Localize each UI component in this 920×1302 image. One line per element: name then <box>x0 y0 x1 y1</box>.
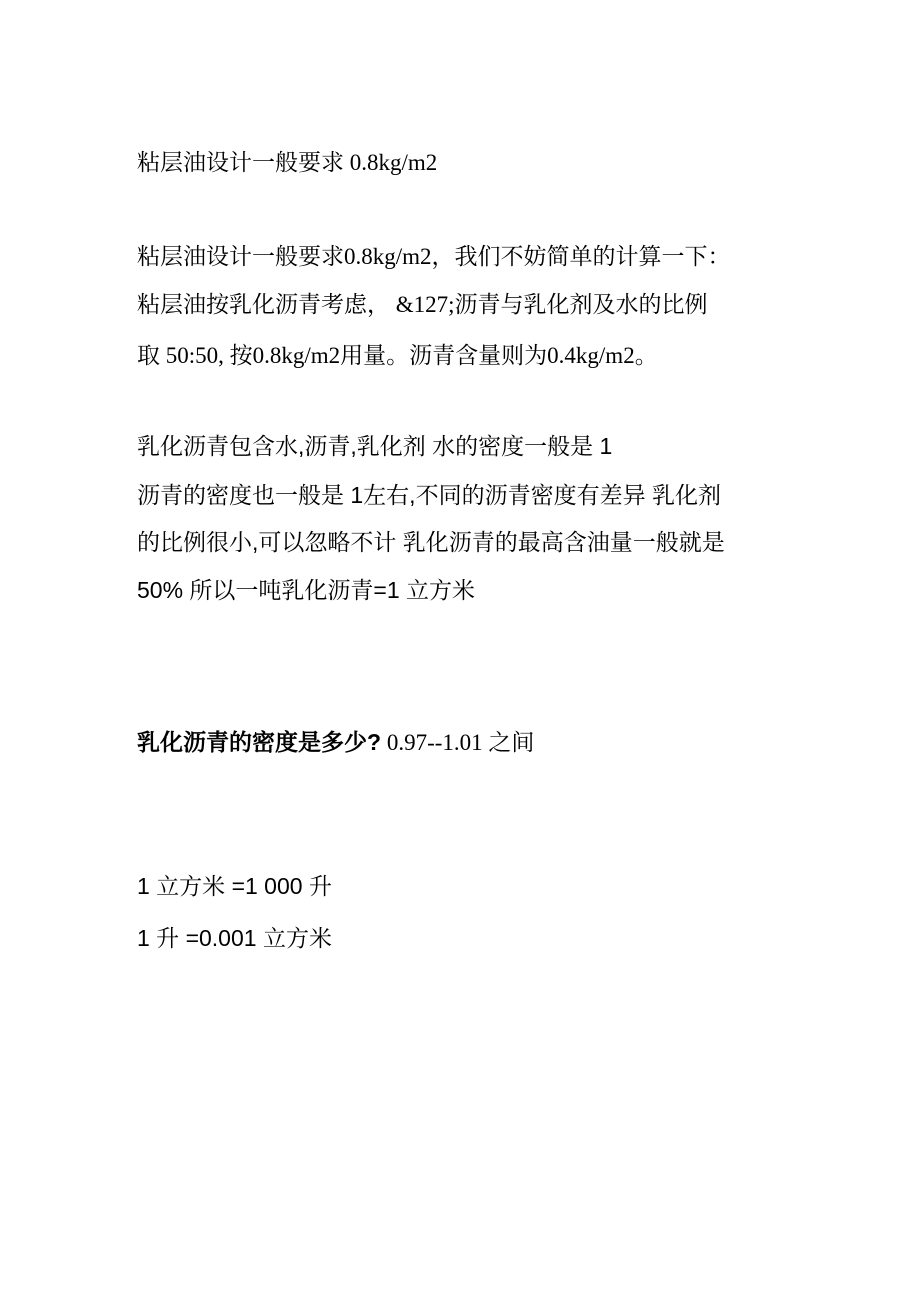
question-answer: 0.97--1.01 之间 <box>381 730 535 755</box>
document-title: 粘层油设计一般要求 0.8kg/m2 <box>137 150 438 175</box>
paragraph-1-line-2: 粘层油按乳化沥青考虑， &127;沥青与乳化剂及水的比例 <box>137 292 708 317</box>
conversion-liter: 1 升 =0.001 立方米 <box>137 925 332 951</box>
question-line <box>137 727 534 758</box>
paragraph-2-line-1: 乳化沥青包含水,沥青,乳化剂 水的密度一般是 1 <box>137 433 613 459</box>
question-label: 乳化沥青的密度是多少? <box>137 729 382 755</box>
paragraph-2-line-2: 沥青的密度也一般是 1左右,不同的沥青密度有差异 乳化剂 <box>137 482 721 508</box>
paragraph-2-line-3: 的比例很小,可以忽略不计 乳化沥青的最高含油量一般就是 <box>137 529 725 555</box>
paragraph-1-line-1: 粘层油设计一般要求0.8kg/m2，我们不妨简单的计算一下： <box>137 244 731 269</box>
paragraph-2-line-4: 50% 所以一吨乳化沥青=1 立方米 <box>137 577 476 603</box>
conversion-cubic-meter: 1 立方米 =1 000 升 <box>137 873 332 899</box>
paragraph-1-line-3: 取 50:50, 按0.8kg/m2用量。沥青含量则为0.4kg/m2。 <box>137 343 658 368</box>
